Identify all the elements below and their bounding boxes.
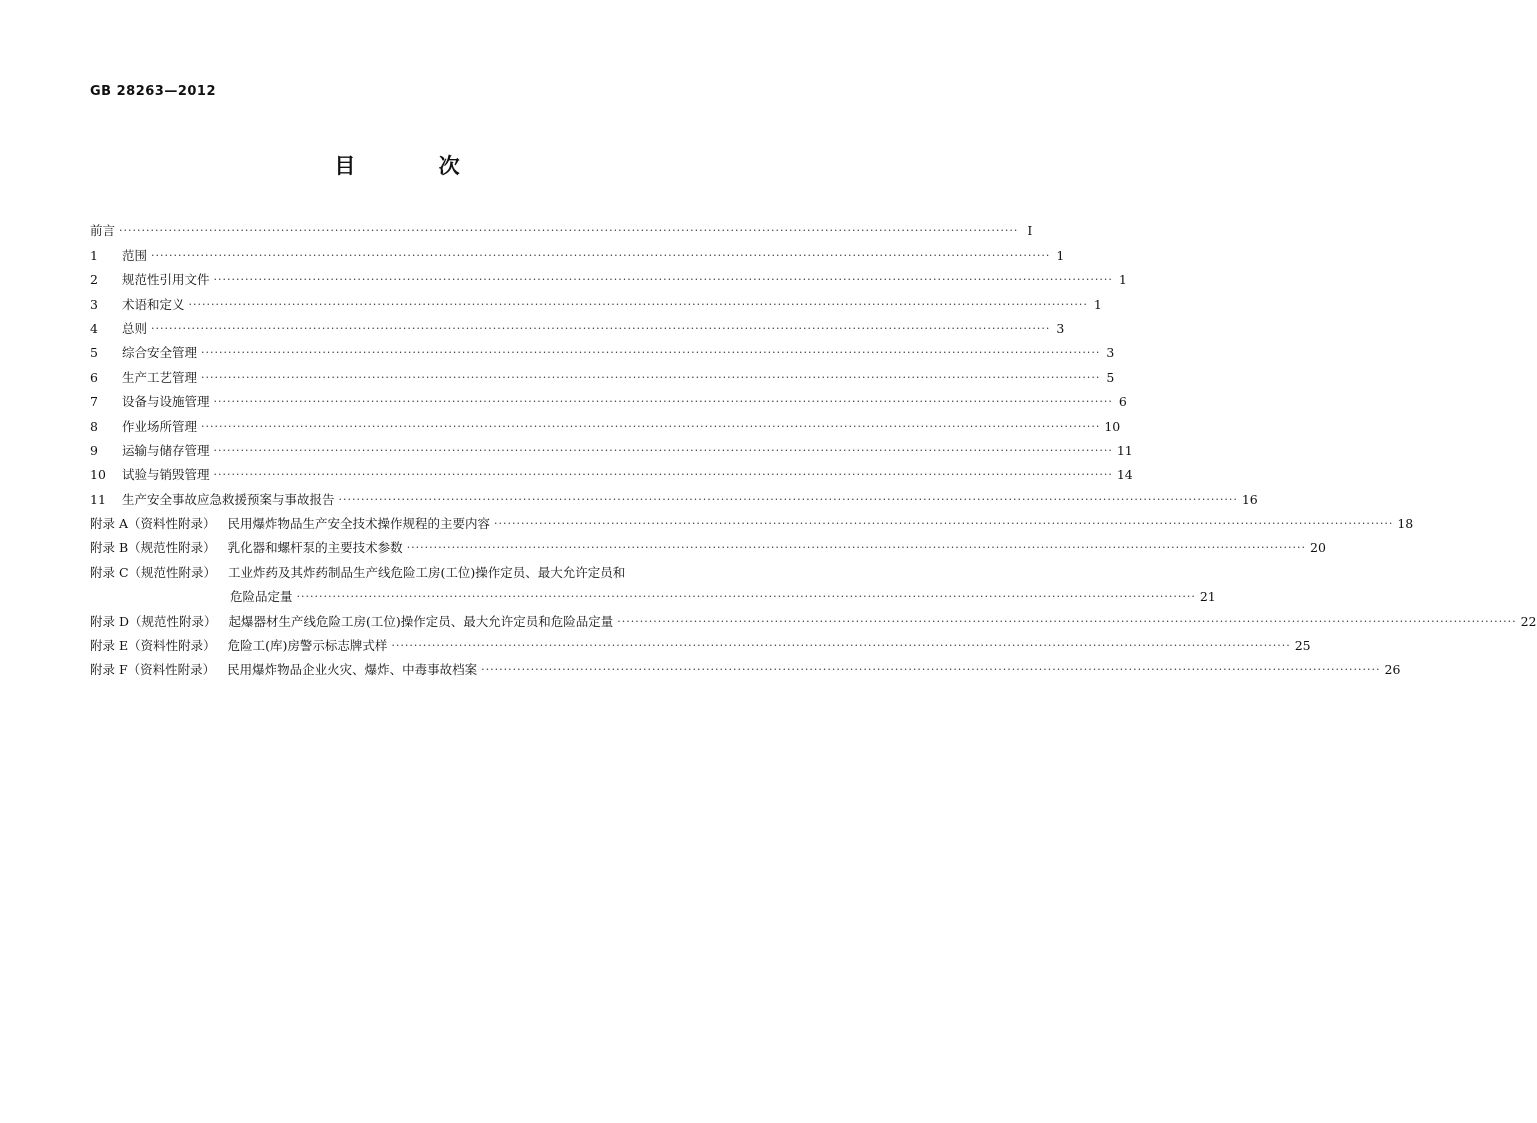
toc-entry-title: 术语和定义 — [122, 296, 185, 312]
toc-entry-title: 工业炸药及其炸药制品生产线危险工房(工位)操作定员、最大允许定员和 — [228, 564, 626, 580]
toc-page-number: 5 — [1106, 369, 1115, 385]
toc-entry[interactable] — [90, 654, 1401, 678]
toc-entry[interactable] — [90, 239, 1065, 263]
leader-dots: ········································································································································································································ — [617, 614, 1517, 628]
toc-entry-title: 试验与销毁管理 — [122, 467, 210, 483]
toc-entry-label — [90, 540, 403, 556]
toc-entry-number: 10 — [90, 467, 106, 483]
toc-entry-label — [90, 297, 185, 313]
leader-dots: ········································································································································································································ — [213, 273, 1113, 287]
toc-entry[interactable] — [90, 556, 707, 580]
leader-dots: ········································································································································································································ — [201, 370, 1101, 384]
toc-entry-title: 总则 — [122, 320, 148, 336]
leader-dots: ········································································································································································································ — [151, 248, 1051, 262]
toc-entry[interactable] — [90, 337, 1115, 361]
toc-entry[interactable] — [90, 508, 1414, 532]
leader-dots: ········································································································································································································ — [213, 395, 1113, 409]
toc-entry-label — [90, 565, 625, 581]
toc-entry-number: 附录 C（规范性附录） — [90, 564, 217, 580]
page-title: 目 次 — [334, 153, 498, 178]
toc-entry-title: 规范性引用文件 — [122, 272, 210, 288]
toc-entry-number: 3 — [90, 296, 98, 312]
toc-entry-label — [90, 467, 210, 483]
toc-page-number: 26 — [1384, 662, 1401, 678]
toc-entry-label — [90, 614, 613, 630]
leader-dots: ········································································································································································································ — [391, 639, 1291, 653]
leader-dots: ········································································································································································································ — [201, 346, 1101, 360]
leader-dots: ········································································································································································································ — [481, 663, 1381, 677]
toc-page-number: 11 — [1116, 442, 1133, 458]
toc-entry-label — [90, 638, 387, 654]
toc-entry-title: 乳化器和螺杆泵的主要技术参数 — [227, 540, 403, 556]
toc-entry-number: 11 — [90, 491, 106, 507]
toc-entry[interactable] — [90, 630, 1311, 654]
toc-page-number: 3 — [1056, 320, 1065, 336]
toc-entry[interactable] — [90, 605, 1537, 629]
toc-entry-number: 附录 D（规范性附录） — [90, 613, 217, 629]
toc-page-number: 1 — [1118, 272, 1127, 288]
toc-entry[interactable] — [90, 264, 1127, 288]
toc-entry-title: 起爆器材生产线危险工房(工位)操作定员、最大允许定员和危险品定量 — [228, 613, 614, 629]
toc-entry-number: 4 — [90, 320, 98, 336]
toc-entry-number: 附录 E（资料性附录） — [90, 638, 216, 654]
toc-entry-number: 附录 B（规范性附录） — [90, 540, 216, 556]
toc-entry[interactable] — [90, 361, 1115, 385]
toc-entry-number: 5 — [90, 345, 98, 361]
leader-dots: ········································································································································································································ — [213, 468, 1113, 482]
leader-dots: ········································································································································································································ — [119, 224, 1019, 238]
toc-entry-label — [90, 419, 197, 435]
toc-entry-label — [230, 589, 293, 605]
toc-entry-title: 综合安全管理 — [122, 345, 198, 361]
toc-entry-label — [90, 248, 147, 264]
toc-entry-label — [90, 370, 197, 386]
leader-dots: ········································································································································································································ — [213, 443, 1113, 457]
toc-entry-title: 生产工艺管理 — [122, 369, 198, 385]
toc-entry-label — [90, 223, 115, 239]
toc-page-number: 1 — [1056, 247, 1065, 263]
toc-entry-number: 附录 F（资料性附录） — [90, 662, 216, 678]
toc-page-number: 6 — [1118, 394, 1127, 410]
toc-entry-title: 运输与储存管理 — [122, 442, 210, 458]
toc-entry-label — [90, 394, 210, 410]
leader-dots: ········································································································································································································ — [201, 419, 1101, 433]
toc-entry-number: 9 — [90, 442, 98, 458]
toc-entry-number: 6 — [90, 369, 98, 385]
toc-page-number: 20 — [1310, 540, 1326, 556]
toc-entry-label — [90, 492, 335, 508]
leader-dots: ········································································································································································································ — [151, 321, 1051, 335]
toc-entry-label — [90, 662, 477, 678]
toc-page-number: 21 — [1199, 589, 1216, 605]
toc-entry-title: 作业场所管理 — [122, 418, 198, 434]
leader-dots: ········································································································································································································ — [296, 590, 1196, 604]
toc-entry-title: 危险工(库)房警示标志牌式样 — [227, 638, 388, 654]
standard-code: GB 28263—2012 — [90, 84, 217, 99]
toc-entry-label — [90, 345, 197, 361]
toc-entry-title: 范围 — [122, 247, 148, 263]
toc-entry-title: 生产安全事故应急救援预案与事故报告 — [122, 491, 335, 507]
toc-entry-title: 危险品定量 — [230, 589, 293, 605]
toc-entry[interactable] — [90, 459, 1133, 483]
toc-page-number: 14 — [1116, 467, 1133, 483]
toc-entry[interactable] — [90, 532, 1326, 556]
toc-entry[interactable] — [90, 410, 1121, 434]
leader-dots: ········································································································································································································ — [494, 517, 1394, 531]
toc-entry[interactable] — [90, 386, 1127, 410]
toc-page-number: I — [1027, 223, 1033, 239]
toc-page-number: 22 — [1520, 613, 1537, 629]
leader-dots: ········································································································································································································ — [338, 492, 1238, 506]
toc-entry-number: 附录 A（资料性附录） — [90, 516, 216, 532]
table-of-contents — [90, 215, 1537, 678]
toc-entry-title: 民用爆炸物品生产安全技术操作规程的主要内容 — [227, 516, 491, 532]
toc-entry[interactable] — [90, 435, 1133, 459]
toc-entry[interactable] — [90, 313, 1065, 337]
toc-entry-label — [90, 443, 210, 459]
toc-entry-number: 1 — [90, 247, 98, 263]
toc-entry-title: 民用爆炸物品企业火灾、爆炸、中毒事故档案 — [227, 662, 478, 678]
toc-page-number: 10 — [1104, 418, 1121, 434]
toc-entry-number: 7 — [90, 394, 98, 410]
toc-entry-number: 8 — [90, 418, 98, 434]
toc-entry-title: 设备与设施管理 — [122, 394, 210, 410]
toc-entry-label — [90, 321, 147, 337]
toc-page-number: 25 — [1294, 638, 1311, 654]
toc-entry-label — [90, 272, 210, 288]
leader-dots: ········································································································································································································ — [188, 297, 1088, 311]
toc-entry-number: 2 — [90, 272, 98, 288]
leader-dots: ········································································································································································································ — [406, 541, 1307, 555]
toc-page-number: 1 — [1093, 296, 1102, 312]
toc-entry[interactable] — [90, 483, 1258, 507]
toc-entry[interactable] — [90, 581, 1216, 605]
toc-page-number: 18 — [1397, 516, 1414, 532]
toc-page-number: 16 — [1241, 491, 1258, 507]
toc-entry[interactable] — [90, 288, 1102, 312]
toc-entry-label — [90, 516, 490, 532]
toc-page-number: 3 — [1106, 345, 1115, 361]
toc-entry[interactable] — [90, 215, 1033, 239]
toc-entry-title: 前言 — [90, 223, 116, 239]
